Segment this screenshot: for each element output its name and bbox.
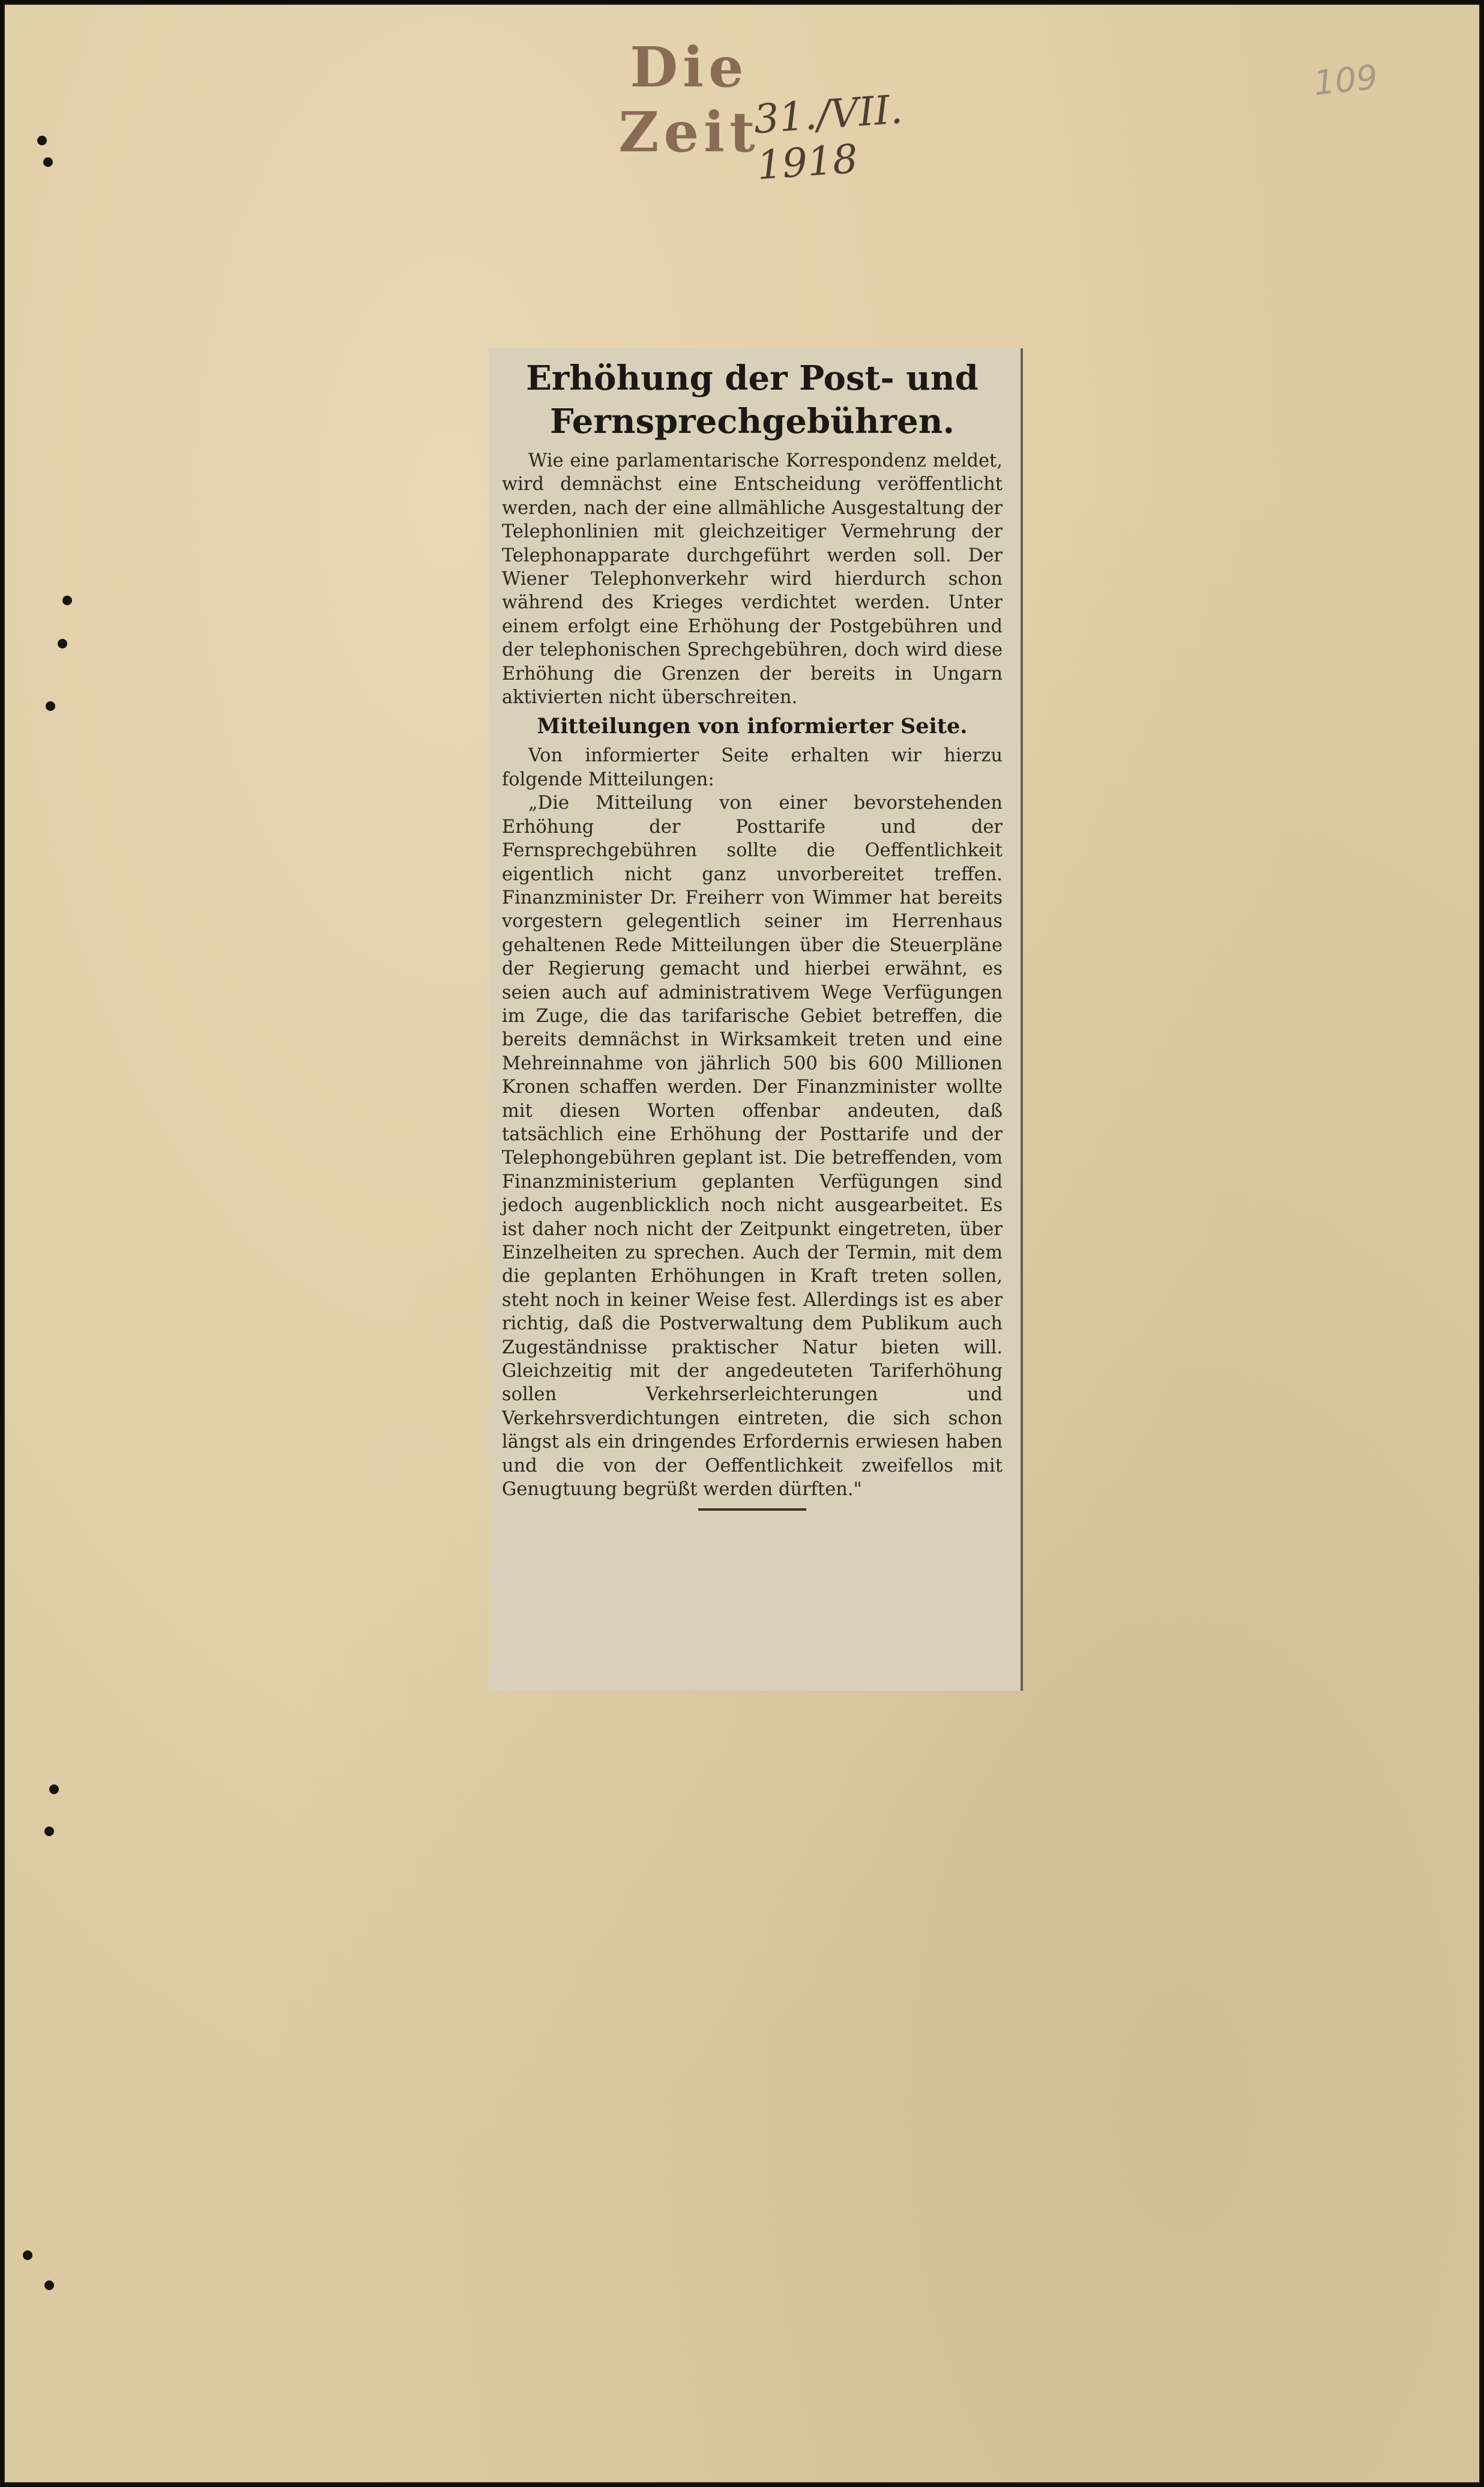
end-rule	[698, 1508, 806, 1511]
page-number: 109	[1311, 58, 1380, 104]
punch-hole	[43, 157, 53, 167]
punch-hole	[23, 2250, 32, 2260]
article-headline: Erhöhung der Post- und Fernsprechgebühren.	[526, 358, 979, 441]
article-paragraph: Wie eine parlamentarische Korrespondenz meldet, wird demnächst eine Entscheidung veröffentlicht werden, nach der eine allmähliche Ausgestaltung der Telephonlinien mit gleichzeitiger Vermehrung der Telephonapparate durchgeführt werden soll. Der Wiener Telephonverkehr wird hierdurch schon während des Krieges verdichtet werden. Unter einem erfolgt eine Erhöhung der Postgebühren und der telephonischen Sprechgebühren, doch wird diese Erhöhung die Grenzen der bereits in Ungarn aktivierten nicht überschreiten.	[502, 450, 1003, 709]
article-quote: „Die Mitteilung von einer bevorstehenden Erhöhung der Posttarife und der Fernsprechgebühren sollte die Oeffentlichkeit eigentlich nicht ganz unvorbereitet treffen. Finanzminister Dr. Freiherr von Wimmer hat bereits vorgestern gelegentlich seiner im Herrenhaus gehaltenen Rede Mitteilungen über die Steuerpläne der Regierung gemacht und hierbei erwähnt, es seien auch auf administrativem Wege Verfügungen im Zuge, die das tarifarische Gebiet betreffen, die bereits demnächst in Wirksamkeit treten und eine Mehreinnahme von jährlich 500 bis 600 Millionen Kronen schaffen werden. Der Finanzminister wollte mit diesen Worten offenbar andeuten, daß tatsächlich eine Erhöhung der Posttarife und der Telephongebühren geplant ist. Die betreffenden, vom Finanzministerium geplanten Verfügungen sind jedoch augenblicklich noch nicht ausgearbeitet. Es ist daher noch nicht der Zeitpunkt eingetreten, über Einzelheiten zu sprechen. Auch der Termin, mit dem die geplanten Erhöhungen in Kraft treten sollen, steht noch in keiner Weise fest. Allerdings ist es aber richtig, daß die Postverwaltung dem Publikum auch Zugeständnisse praktischer Natur bieten will. Gleichzeitig mit der angedeuteten Tariferhöhung sollen Verkehrserleichterungen und Verkehrsverdichtungen eintreten, die sich schon längst als ein dringendes Erfordernis erwiesen haben und die von der Oeffentlichkeit zweifellos mit Genugtuung begrüßt werden dürften."	[502, 793, 1003, 1500]
newspaper-clipping	[489, 348, 1023, 1691]
punch-hole	[49, 1784, 59, 1794]
handwritten-date: 31./VII. 1918	[752, 86, 904, 189]
article-paragraph: Von informierter Seite erhalten wir hierzu folgende Mitteilungen:	[502, 745, 1003, 790]
punch-hole	[62, 596, 72, 605]
archive-sheet	[4, 4, 1480, 2483]
punch-hole	[44, 2280, 54, 2290]
punch-hole	[46, 701, 55, 711]
article-subheading: Mitteilungen von informierter Seite.	[537, 714, 968, 739]
newspaper-name-stamp: Die Zeit	[618, 35, 760, 165]
punch-hole	[37, 136, 47, 145]
punch-hole	[58, 639, 67, 648]
punch-hole	[44, 1827, 54, 1836]
